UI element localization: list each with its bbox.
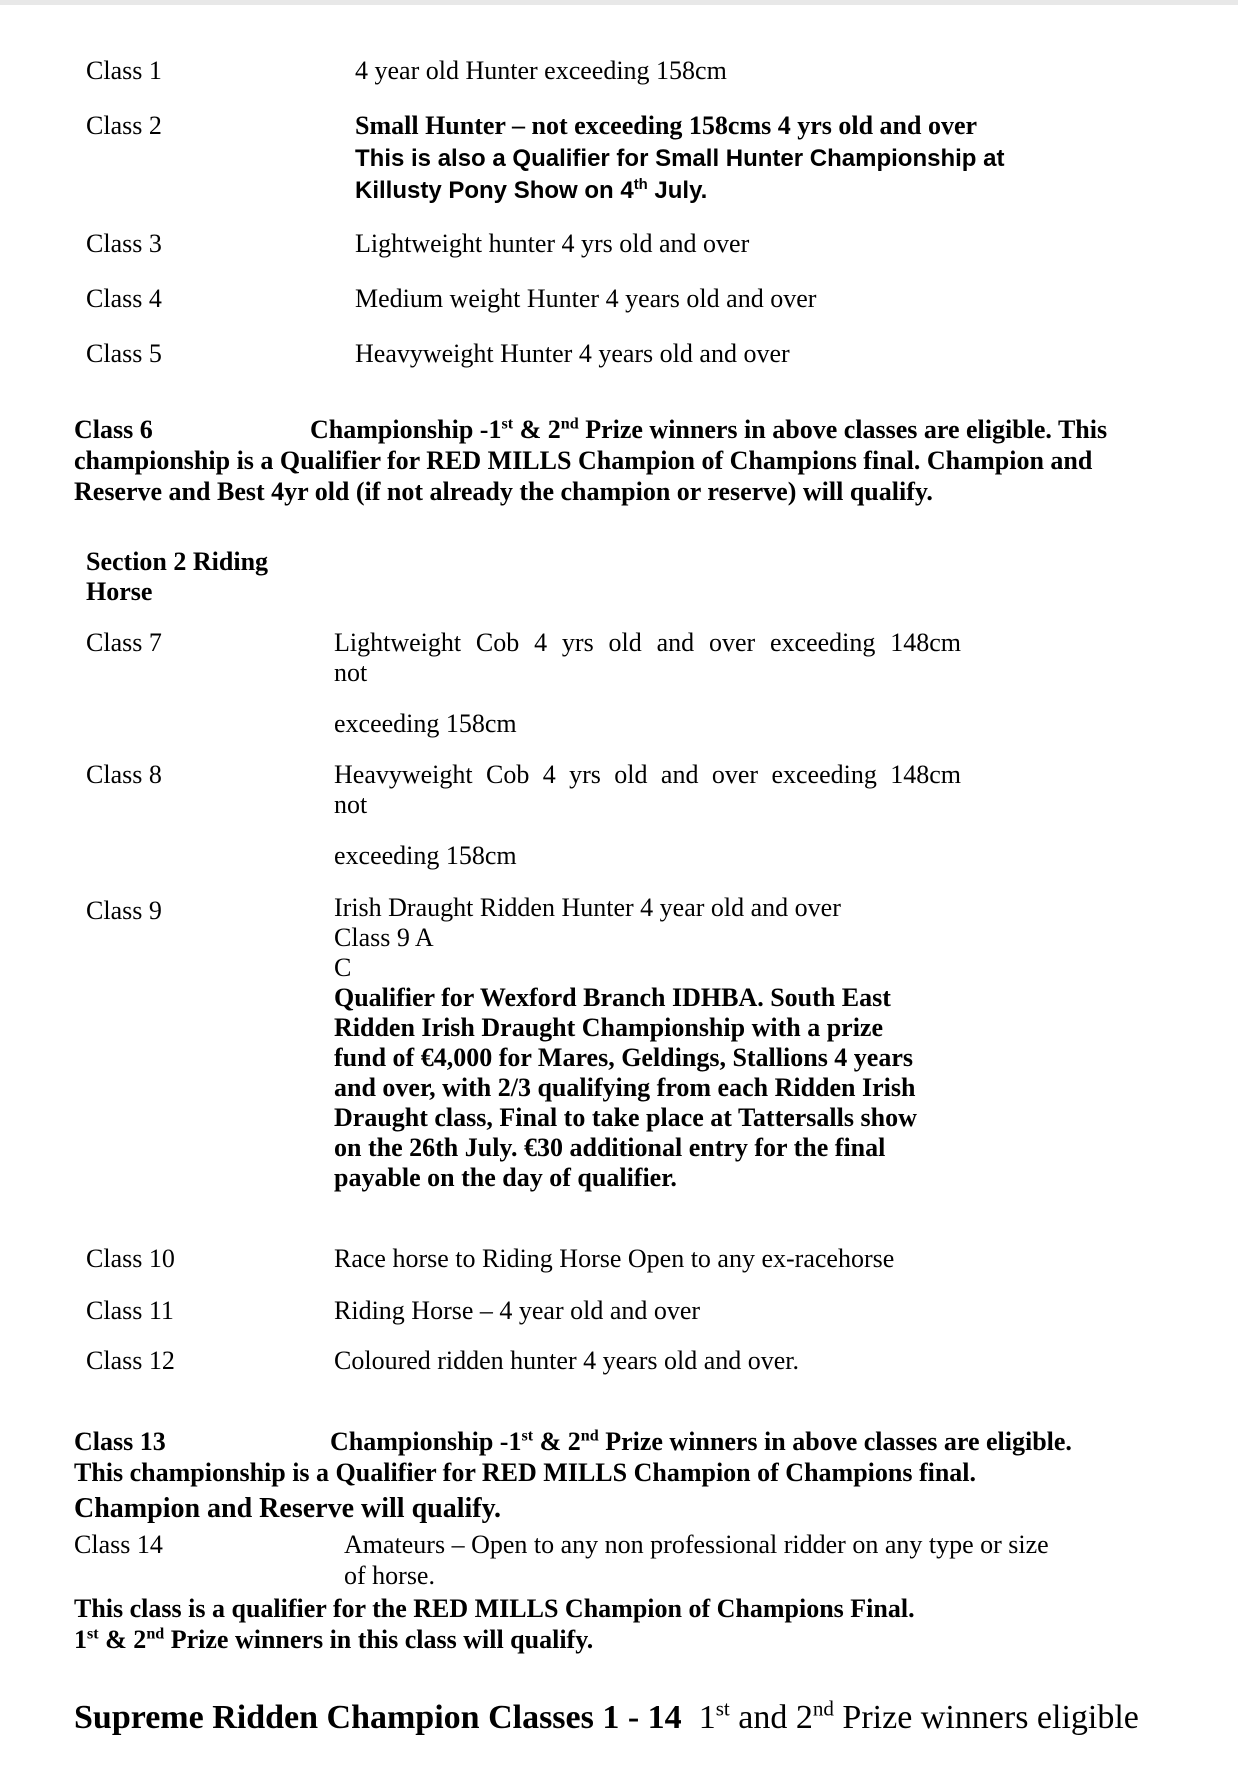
class-12-desc: Coloured ridden hunter 4 years old and over. <box>334 1346 799 1375</box>
class-6-line1: Championship -1st & 2nd Prize winners in above classes are eligible. This <box>310 415 1108 444</box>
class-2-desc-line3: Killusty Pony Show on 4th July. <box>355 177 708 204</box>
class-9-desc-line2: Class 9 A <box>334 923 434 952</box>
class-14-note-line2: 1st & 2nd Prize winners in this class will qualify. <box>74 1625 594 1654</box>
class-12-label: Class 12 <box>86 1346 175 1375</box>
class-9-qualifier-line3: fund of €4,000 for Mares, Geldings, Stallions 4 years <box>334 1043 914 1072</box>
class-14-desc-line1: Amateurs – Open to any non professional ridder on any type or size <box>344 1530 1049 1559</box>
class-9-qualifier-line2: Ridden Irish Draught Championship with a prize <box>334 1013 883 1042</box>
class-14-desc-line2: of horse. <box>344 1561 435 1590</box>
class-3-label: Class 3 <box>86 229 162 258</box>
class-5-desc: Heavyweight Hunter 4 years old and over <box>355 339 790 368</box>
class-13-line3: Champion and Reserve will qualify. <box>74 1493 502 1524</box>
class-6-line2: championship is a Qualifier for RED MILLS Champion of Champions final. Champion and <box>74 446 1093 475</box>
class-10-label: Class 10 <box>86 1244 175 1273</box>
class-8-desc-line3: exceeding 158cm <box>334 841 517 870</box>
class-7-desc-line2: not <box>334 658 368 687</box>
class-3-desc: Lightweight hunter 4 yrs old and over <box>355 229 750 258</box>
class-11-label: Class 11 <box>86 1296 174 1325</box>
class-14-note-line1: This class is a qualifier for the RED MILLS Champion of Champions Final. <box>74 1594 915 1623</box>
class-8-desc-line2: not <box>334 790 368 819</box>
class-2-desc-line1: Small Hunter – not exceeding 158cms 4 yrs old and over <box>355 111 978 140</box>
class-6-line3: Reserve and Best 4yr old (if not already the champion or reserve) will qualify. <box>74 477 933 506</box>
class-4-desc: Medium weight Hunter 4 years old and over <box>355 284 817 313</box>
class-9-desc-line1: Irish Draught Ridden Hunter 4 year old and over <box>334 893 841 922</box>
class-13-label: Class 13 <box>74 1427 166 1456</box>
class-9-qualifier-line6: on the 26th July. €30 additional entry for the final <box>334 1133 886 1162</box>
class-2-label: Class 2 <box>86 111 162 140</box>
class-8-label: Class 8 <box>86 760 162 789</box>
class-11-desc: Riding Horse – 4 year old and over <box>334 1296 701 1325</box>
page-top-border <box>0 0 1238 5</box>
class-7-desc-line1: Lightweight Cob 4 yrs old and over exceeding 148cm <box>334 628 961 657</box>
class-9-qualifier-line5: Draught class, Final to take place at Tattersalls show <box>334 1103 917 1132</box>
class-9-label: Class 9 <box>86 896 162 925</box>
class-2-desc-line2: This is also a Qualifier for Small Hunter Championship at <box>355 145 1005 172</box>
supreme-ridden-champion: Supreme Ridden Champion Classes 1 - 14 1st and 2nd Prize winners eligible <box>74 1696 1139 1736</box>
class-7-desc-line3: exceeding 158cm <box>334 709 517 738</box>
class-5-label: Class 5 <box>86 339 162 368</box>
class-13-line2: This championship is a Qualifier for RED MILLS Champion of Champions final. <box>74 1458 977 1487</box>
class-9-qualifier-line7: payable on the day of qualifier. <box>334 1163 677 1192</box>
class-9-qualifier-line1: Qualifier for Wexford Branch IDHBA. South East <box>334 983 891 1012</box>
class-6-label: Class 6 <box>74 415 153 444</box>
class-9-desc-line3: C <box>334 953 352 982</box>
section-2-heading-line1: Section 2 Riding <box>86 547 269 576</box>
class-10-desc: Race horse to Riding Horse Open to any ex-racehorse <box>334 1244 895 1273</box>
class-9-qualifier-line4: and over, with 2/3 qualifying from each Ridden Irish <box>334 1073 916 1102</box>
class-1-desc: 4 year old Hunter exceeding 158cm <box>355 56 727 85</box>
class-4-label: Class 4 <box>86 284 162 313</box>
class-13-line1: Championship -1st & 2nd Prize winners in above classes are eligible. <box>330 1427 1072 1456</box>
class-14-label: Class 14 <box>74 1530 163 1559</box>
class-7-label: Class 7 <box>86 628 162 657</box>
section-2-heading-line2: Horse <box>86 577 153 606</box>
class-1-label: Class 1 <box>86 56 162 85</box>
class-8-desc-line1: Heavyweight Cob 4 yrs old and over exceeding 148cm <box>334 760 961 789</box>
